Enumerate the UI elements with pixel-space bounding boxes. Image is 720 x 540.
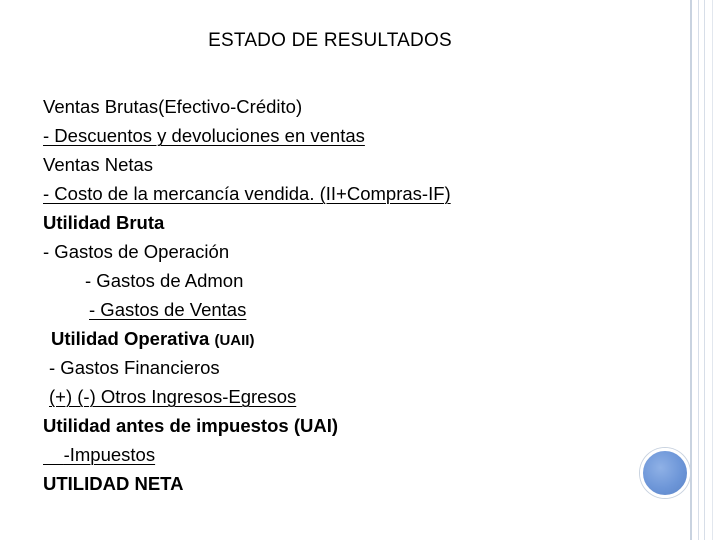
line-pretax-profit: Utilidad antes de impuestos (UAI) [43, 415, 339, 436]
frame-rail [704, 0, 705, 540]
line-discounts [43, 121, 451, 150]
line-operating-profit-text: Utilidad Operativa [51, 328, 210, 349]
income-statement-lines [43, 92, 451, 498]
line-net-sales: Ventas Netas [43, 154, 154, 175]
line-operating-profit [43, 324, 451, 353]
line-taxes-text [43, 444, 155, 465]
line-sales-expenses-text: - Gastos de Ventas [89, 299, 247, 320]
frame-rail [690, 0, 692, 540]
line-financial-expenses: - Gastos Financieros [49, 357, 220, 378]
line-admin-expenses: - Gastos de Admon [85, 270, 244, 291]
decorative-circle [640, 448, 690, 498]
line-discounts-text: - Descuentos y devoluciones en ventas [43, 125, 365, 146]
line-other-income-text: (+) (-) Otros Ingresos-Egresos [49, 386, 297, 407]
line-sales-expenses [43, 295, 451, 324]
line-other-income [43, 382, 451, 411]
line-taxes-label: -Impuestos [63, 444, 156, 465]
line-operating-expenses: - Gastos de Operación [43, 241, 230, 262]
line-cost-of-goods-text: - Costo de la mercancía vendida. (II+Compras-IF) [43, 183, 451, 204]
line-cost-of-goods [43, 179, 451, 208]
page-title: ESTADO DE RESULTADOS [208, 30, 452, 51]
line-gross-sales: Ventas Brutas(Efectivo-Crédito) [43, 96, 303, 117]
line-net-profit: UTILIDAD NETA [43, 473, 184, 494]
line-gross-profit: Utilidad Bruta [43, 212, 165, 233]
line-operating-profit-abbr: (UAII) [214, 332, 255, 349]
frame-rail [712, 0, 713, 540]
line-taxes [43, 440, 451, 469]
frame-rail [698, 0, 699, 540]
